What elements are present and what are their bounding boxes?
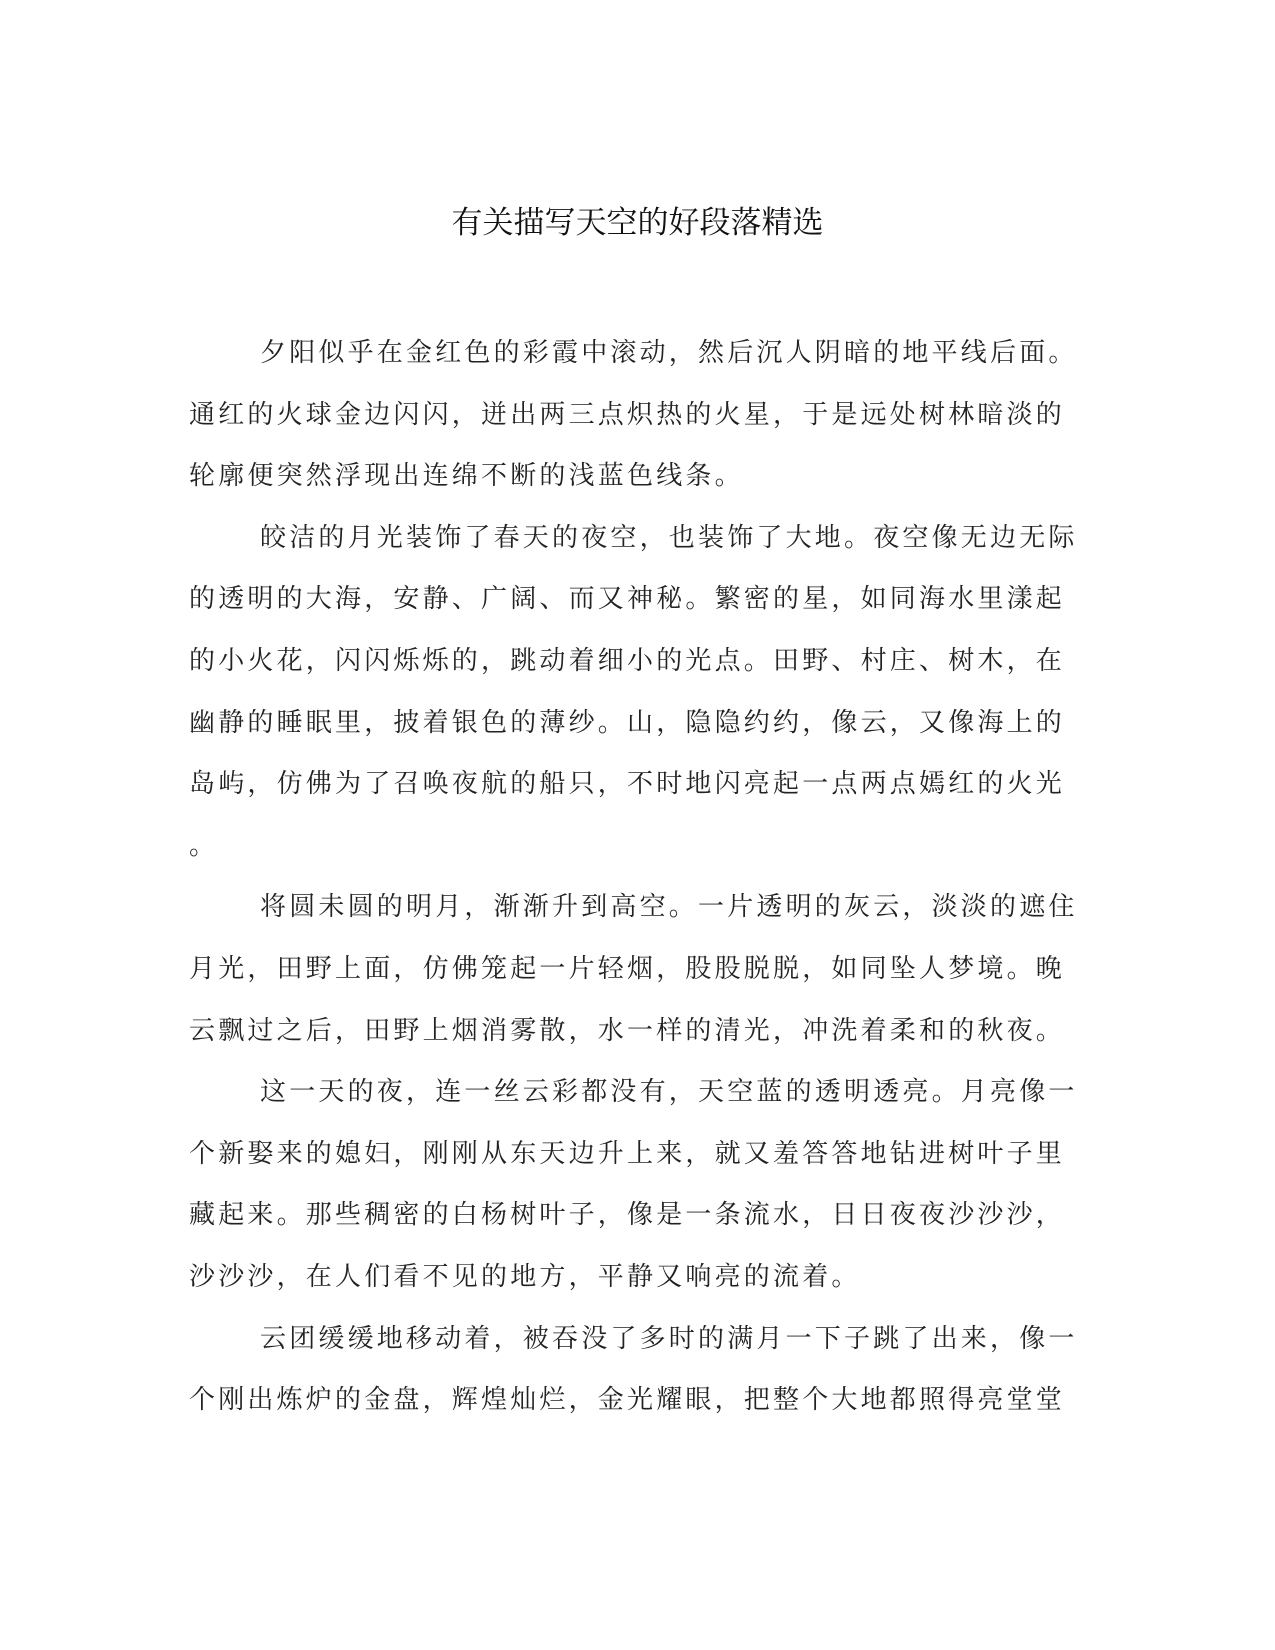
paragraph-line: 的小火花，闪闪烁烁的，跳动着细小的光点。田野、村庄、树木，在 <box>189 645 1066 676</box>
paragraph-line: 幽静的睡眠里，披着银色的薄纱。山，隐隐约约，像云，又像海上的 <box>189 707 1066 738</box>
paragraph-line: 沙沙沙，在人们看不见的地方，平静又响亮的流着。 <box>189 1261 861 1292</box>
paragraph-line: 将圆未圆的明月，渐渐升到高空。一片透明的灰云，淡淡的遮住 <box>260 892 1078 923</box>
paragraph-line: 。 <box>189 830 219 861</box>
paragraph-line: 轮廓便突然浮现出连绵不断的浅蓝色线条。 <box>189 461 744 492</box>
paragraph-line: 个刚出炼炉的金盘，辉煌灿烂，金光耀眼，把整个大地都照得亮堂堂 <box>189 1385 1066 1416</box>
paragraph-line: 皎洁的月光装饰了春天的夜空，也装饰了大地。夜空像无边无际 <box>260 522 1078 553</box>
document-title: 有关描写天空的好段落精选 <box>451 205 824 241</box>
paragraph-3 <box>189 877 1089 1062</box>
paragraph-line: 岛屿，仿佛为了召唤夜航的船只，不时地闪亮起一点两点嫣红的火光 <box>189 769 1066 800</box>
document-body <box>189 323 1089 1432</box>
paragraph-line: 夕阳似乎在金红色的彩霞中滚动，然后沉人阴暗的地平线后面。 <box>260 338 1078 368</box>
paragraph-4 <box>189 1062 1089 1308</box>
paragraph-line: 通红的火球金边闪闪，迸出两三点炽热的火星，于是远处树林暗淡的 <box>189 399 1066 430</box>
paragraph-2 <box>189 508 1089 878</box>
paragraph-line: 云飘过之后，田野上烟消雾散，水一样的清光，冲洗着柔和的秋夜。 <box>189 1015 1066 1046</box>
paragraph-line: 藏起来。那些稠密的白杨树叶子，像是一条流水，日日夜夜沙沙沙， <box>189 1200 1066 1231</box>
paragraph-line: 云团缓缓地移动着，被吞没了多时的满月一下子跳了出来，像一 <box>260 1323 1078 1354</box>
paragraph-5 <box>189 1309 1089 1432</box>
paragraph-line: 个新娶来的媳妇，刚刚从东天边升上来，就又羞答答地钻进树叶子里 <box>189 1138 1066 1169</box>
paragraph-line: 这一天的夜，连一丝云彩都没有，天空蓝的透明透亮。月亮像一 <box>260 1077 1078 1108</box>
paragraph-line: 的透明的大海，安静、广阔、而又神秘。繁密的星，如同海水里漾起 <box>189 584 1066 615</box>
paragraph-line: 月光，田野上面，仿佛笼起一片轻烟，股股脱脱，如同坠人梦境。晚 <box>189 953 1066 984</box>
paragraph-1 <box>189 323 1089 508</box>
